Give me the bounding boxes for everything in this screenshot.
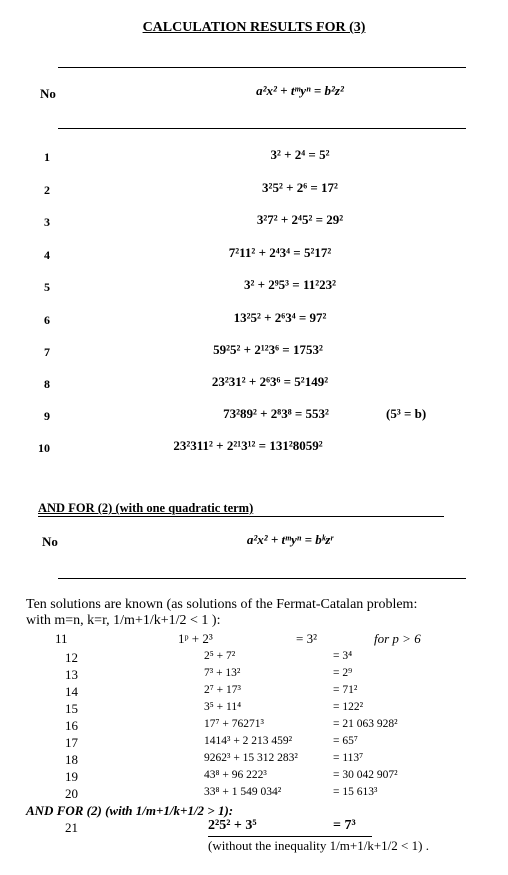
- row-rhs: = 7³: [333, 818, 356, 833]
- section-equation: a²x² + tᵐyⁿ = bᵏzʳ: [246, 532, 334, 547]
- row-note: (5³ = b): [386, 406, 427, 421]
- row-equation: 3²5² + 2⁶ = 17²: [262, 180, 338, 195]
- row-number: 20: [65, 786, 78, 801]
- row-lhs: 3⁵ + 11⁴: [204, 701, 242, 713]
- row-lhs: 2²5² + 3⁵: [208, 818, 257, 833]
- row-equation: 3² + 2⁹5³ = 11²23²: [243, 277, 337, 292]
- row-number: 2: [44, 183, 50, 197]
- row-number: 15: [65, 701, 78, 716]
- row-rhs: = 15 613³: [333, 786, 378, 798]
- row-equation: 3² + 2⁴ = 5²: [270, 147, 330, 162]
- row-lhs: 33⁸ + 1 549 034²: [204, 786, 282, 798]
- row-number: 7: [44, 345, 50, 359]
- row-lhs: 17⁷ + 76271³: [204, 718, 264, 730]
- row-number: 4: [44, 248, 50, 262]
- row-equation: 23²311² + 2²¹3¹² = 131²8059²: [173, 438, 323, 453]
- row-lhs: 1ᵖ + 2³: [178, 631, 213, 646]
- row-rhs: = 21 063 928²: [333, 718, 398, 730]
- row-condition: for p > 6: [374, 631, 421, 646]
- footnote: (without the inequality 1/m+1/k+1/2 < 1) .: [208, 838, 429, 853]
- row-rhs: = 113⁷: [333, 752, 364, 764]
- divider: [58, 128, 466, 129]
- row-number: 14: [65, 684, 78, 699]
- row-equation: 73²89² + 2⁸3⁸ = 5⁠53²: [223, 406, 329, 421]
- section-title: AND FOR (2) (with one quadratic term): [38, 501, 254, 515]
- row-equation: 3²7² + 2⁴5² = 29²: [256, 212, 344, 227]
- column-header-no: No: [40, 86, 56, 101]
- row-number: 13: [65, 667, 78, 682]
- header-equation: a²x² + tᵐyⁿ = b²z²: [256, 83, 344, 98]
- divider: [58, 578, 466, 579]
- row-number: 8: [44, 377, 50, 391]
- row-number: 9: [44, 409, 50, 423]
- divider: [208, 836, 372, 837]
- row-rhs: = 65⁷: [333, 735, 358, 747]
- row-lhs: 9262³ + 15 312 283²: [204, 752, 298, 764]
- row-number: 1: [44, 150, 50, 164]
- row-rhs: = 30 042 907²: [333, 769, 398, 781]
- row-equation: 13²5² + 2⁶3⁴ = 97²: [233, 310, 327, 325]
- row-equation: 7²11² + 2⁴3⁴ = 5²17²: [228, 245, 332, 260]
- row-lhs: 43⁸ + 96 222³: [204, 769, 267, 781]
- row-number: 18: [65, 752, 78, 767]
- row-lhs: 1414³ + 2 213 459²: [204, 735, 293, 747]
- row-number: 17: [65, 735, 78, 750]
- column-header-no: No: [42, 534, 58, 549]
- row-rhs: = 3²: [296, 631, 317, 646]
- row-number: 16: [65, 718, 78, 733]
- row-number: 19: [65, 769, 78, 784]
- row-rhs: = 122²: [333, 701, 364, 713]
- row-number: 10: [38, 441, 50, 455]
- row-number: 12: [65, 650, 78, 665]
- divider: [58, 67, 466, 68]
- row-equation: 59²5² + 2¹²3⁶ = 1753²: [213, 342, 323, 357]
- page-title: CALCULATION RESULTS FOR (3): [142, 20, 366, 35]
- row-rhs: = 2⁹: [333, 667, 353, 679]
- row-lhs: 2⁵ + 7²: [204, 650, 236, 662]
- section-title: AND FOR (2) (with 1/m+1/k+1/2 > 1):: [26, 803, 234, 818]
- row-rhs: = 71²: [333, 684, 358, 696]
- row-lhs: 2⁷ + 17³: [204, 684, 241, 696]
- row-lhs: 7³ + 13²: [204, 667, 241, 679]
- row-number: 3: [44, 215, 50, 229]
- divider: [38, 516, 444, 517]
- row-rhs: = 3⁴: [333, 650, 353, 662]
- row-equation: 23²31² + 2⁶3⁶ = 5²149²: [211, 374, 329, 389]
- row-number: 21: [65, 820, 78, 835]
- row-number: 11: [55, 631, 68, 646]
- row-number: 6: [44, 313, 50, 327]
- row-number: 5: [44, 280, 50, 294]
- paragraph-line: Ten solutions are known (as solutions of the Fermat-Catalan problem:: [26, 597, 418, 612]
- paragraph-line: with m=n, k=r, 1/m+1/k+1/2 < 1 ):: [26, 613, 221, 628]
